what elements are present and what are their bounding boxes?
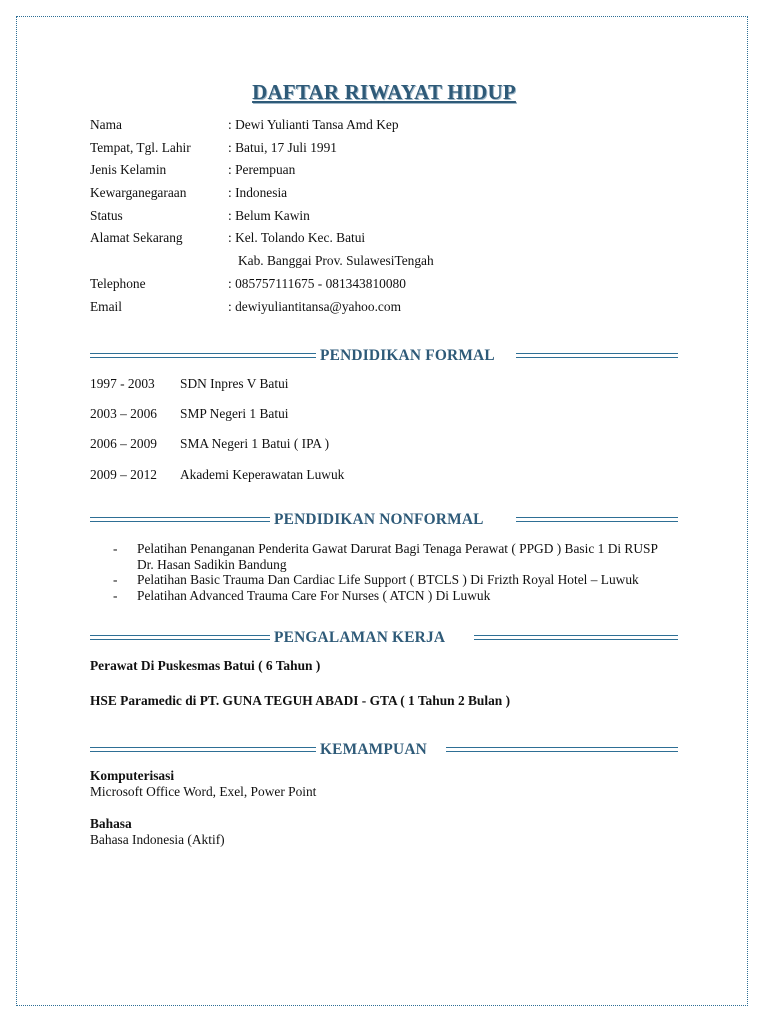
skill-heading: Komputerisasi [90, 768, 175, 783]
biodata-label: Tempat, Tgl. Lahir [90, 139, 191, 155]
skill-detail: Bahasa Indonesia (Aktif) [90, 832, 225, 847]
section-divider-line [516, 517, 678, 522]
section-divider-line [90, 353, 316, 358]
section-divider-line [90, 635, 270, 640]
skill-detail: Microsoft Office Word, Exel, Power Point [90, 784, 317, 799]
biodata-value: : Kel. Tolando Kec. Batui [228, 230, 366, 246]
biodata-value: : 085757111675 - 081343810080 [228, 275, 406, 291]
skill-heading: Bahasa [90, 816, 132, 831]
work-experience-item: HSE Paramedic di PT. GUNA TEGUH ABADI - GTA ( 1 Tahun 2 Bulan ) [90, 693, 511, 708]
education-school: SMA Negeri 1 Batui ( IPA ) [180, 436, 330, 451]
document-title: DAFTAR RIWAYAT HIDUP [252, 80, 516, 104]
biodata-label: Telephone [90, 275, 146, 291]
biodata-value-continued: Kab. Banggai Prov. SulawesiTengah [238, 253, 434, 269]
work-experience-item: Perawat Di Puskesmas Batui ( 6 Tahun ) [90, 658, 321, 673]
nonformal-text: Pelatihan Penanganan Penderita Gawat Darurat Bagi Tenaga Perawat ( PPGD ) Basic 1 Di RUSP Dr. Hasan Sadikin Bandung [137, 541, 658, 572]
section-title: PENGALAMAN KERJA [274, 629, 446, 646]
biodata-value: : Perempuan [228, 162, 296, 178]
biodata-label: Jenis Kelamin [90, 162, 167, 178]
biodata-value: : Indonesia [228, 185, 288, 201]
list-dash: - [113, 587, 118, 603]
nonformal-text: Pelatihan Advanced Trauma Care For Nurses ( ATCN ) Di Luwuk [137, 587, 491, 603]
education-school: SMP Negeri 1 Batui [180, 406, 289, 421]
section-header-kemampuan [90, 740, 678, 760]
biodata-label: Status [90, 207, 123, 223]
section-header-pendidikan-nonformal [90, 510, 678, 530]
education-years: 1997 - 2003 [90, 376, 155, 391]
section-divider-line [516, 353, 678, 358]
biodata-value: : Dewi Yulianti Tansa Amd Kep [228, 117, 399, 132]
education-years: 2009 – 2012 [90, 467, 157, 482]
education-school: SDN Inpres V Batui [180, 376, 289, 391]
nonformal-item [113, 541, 673, 572]
biodata-value: : Belum Kawin [228, 207, 310, 223]
section-title: KEMAMPUAN [320, 741, 427, 758]
list-dash: - [113, 572, 118, 587]
biodata-label: Email [90, 298, 122, 314]
section-title: PENDIDIKAN FORMAL [320, 347, 495, 364]
biodata-label: Kewarganegaraan [90, 185, 187, 201]
section-divider-line [90, 517, 270, 522]
skill-block-komputer [90, 768, 316, 800]
education-years: 2003 – 2006 [90, 406, 157, 421]
nonformal-item [113, 572, 673, 588]
skill-block-bahasa [90, 816, 225, 848]
section-divider-line [474, 635, 678, 640]
nonformal-list [113, 541, 673, 603]
list-dash: - [113, 541, 118, 556]
biodata-label: Nama [90, 117, 122, 132]
biodata-label: Alamat Sekarang [90, 230, 183, 246]
section-header-pengalaman-kerja [90, 628, 678, 648]
nonformal-item [113, 588, 673, 604]
section-divider-line [90, 747, 316, 752]
biodata-value: : dewiyuliantitansa@yahoo.com [228, 298, 401, 314]
biodata-value: : Batui, 17 Juli 1991 [228, 139, 337, 155]
education-school: Akademi Keperawatan Luwuk [180, 467, 345, 482]
section-divider-line [446, 747, 678, 752]
section-title: PENDIDIKAN NONFORMAL [274, 511, 484, 528]
nonformal-text: Pelatihan Basic Trauma Dan Cardiac Life Support ( BTCLS ) Di Frizth Royal Hotel – Luwuk [137, 572, 639, 587]
education-years: 2006 – 2009 [90, 436, 157, 451]
section-header-pendidikan-formal [90, 346, 678, 366]
